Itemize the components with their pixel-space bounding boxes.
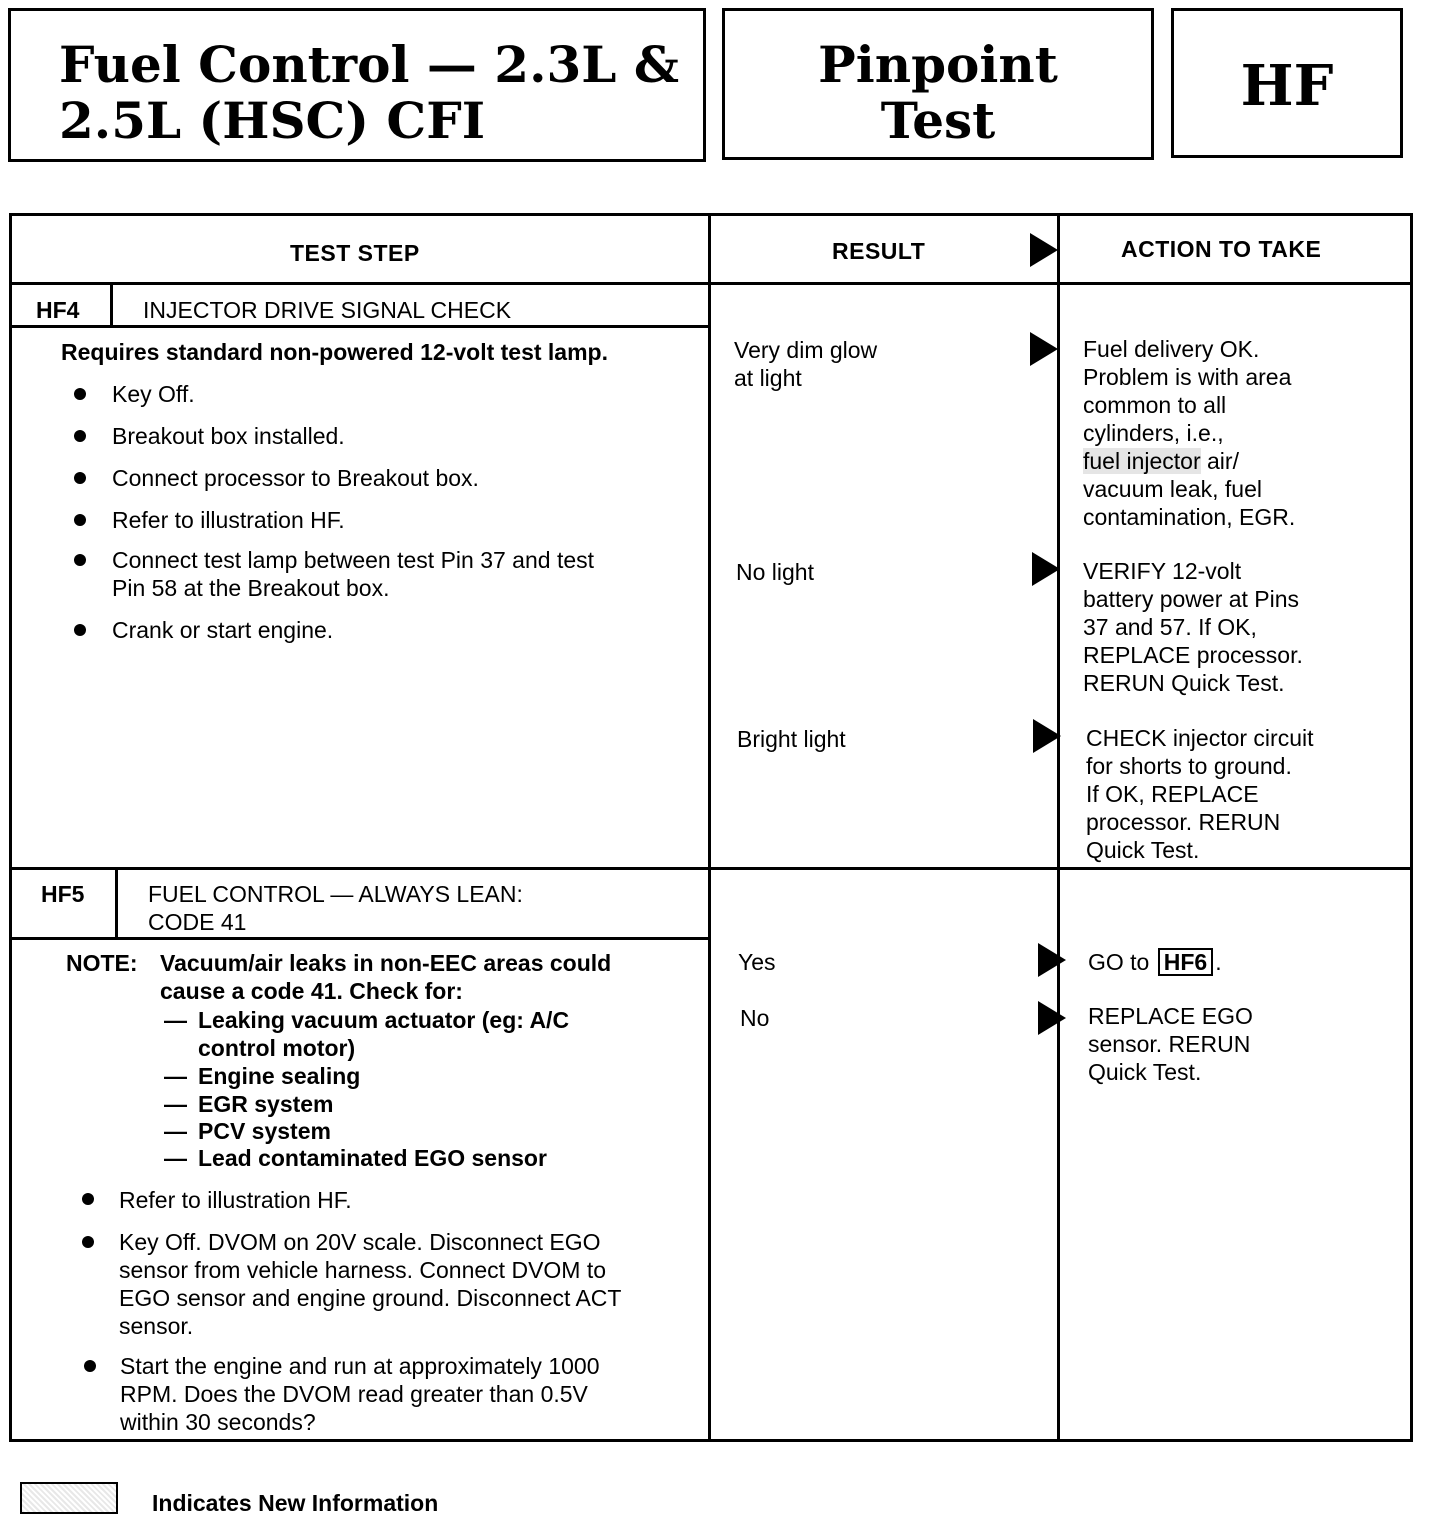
result-header: RESULT [832,238,926,264]
step-title-divider [12,937,708,940]
result-arrow-icon [1038,943,1066,977]
result-text: Bright light [737,726,846,752]
step-title-hf5: FUEL CONTROL — ALWAYS LEAN: CODE 41 [148,881,523,935]
result-arrow-icon [1038,1001,1066,1035]
result-text: Yes [738,949,776,975]
bullet-icon [84,1360,96,1372]
new-info-highlight: fuel injector [1083,448,1201,474]
action-text: CHECK injector circuit for shorts to ground. If OK, REPLACE processor. RERUN Quick Test. [1086,725,1314,863]
step-item: Refer to illustration HF. [119,1187,352,1213]
note-label: NOTE: [66,950,138,976]
step-item: Start the engine and run at approximately 1000 RPM. Does the DVOM read greater than 0.5V within 30 seconds? [120,1353,600,1435]
bullet-icon [74,554,86,566]
step-divider [12,867,1410,870]
step-item: Key Off. DVOM on 20V scale. Disconnect EGO sensor from vehicle harness. Connect DVOM to EGO sensor and engine ground. Disconnect ACT sensor. [119,1229,622,1339]
step-id-divider [115,867,118,939]
check-item: Lead contaminated EGO sensor [198,1145,547,1171]
dash-icon: — [164,1118,187,1144]
step-id-hf4: HF4 [36,297,80,323]
action-text: VERIFY 12-volt battery power at Pins 37 and 57. If OK, REPLACE processor. RERUN Quick Test. [1083,558,1303,696]
step-item: Connect processor to Breakout box. [112,465,479,491]
bullet-icon [74,514,86,526]
action-text: GO to HF6 . [1088,949,1222,975]
test-step-header: TEST STEP [290,240,420,266]
test-type-label: Pinpoint Test [818,35,1058,150]
column-divider [1057,216,1060,1439]
result-arrow-icon [1032,552,1060,586]
bullet-icon [82,1236,94,1248]
step-id-hf5: HF5 [41,881,85,907]
step-item: Refer to illustration HF. [112,507,345,533]
result-arrow-icon [1030,233,1058,267]
document-title: Fuel Control — 2.3L & 2.5L (HSC) CFI [59,35,679,150]
result-text: No [740,1005,770,1031]
check-item: Engine sealing [198,1063,361,1089]
bullet-icon [74,624,86,636]
bullet-icon [74,472,86,484]
test-code-box [1171,8,1403,158]
result-text: Very dim glow at light [734,337,878,391]
header-divider [12,282,1410,285]
bullet-icon [82,1193,94,1205]
step-title-divider [12,325,708,328]
step-title-hf4: INJECTOR DRIVE SIGNAL CHECK [143,297,512,323]
step-id-divider [110,282,113,327]
check-item: PCV system [198,1118,331,1144]
bullet-icon [74,388,86,400]
result-arrow-icon [1033,719,1061,753]
result-arrow-icon [1030,332,1058,366]
step-item: Crank or start engine. [112,617,334,643]
step-reference[interactable]: HF6 [1158,948,1213,976]
dash-icon: — [164,1091,187,1117]
legend-text: Indicates New Information [152,1490,439,1516]
bullet-icon [74,430,86,442]
step-item: Key Off. [112,381,195,407]
title-box [8,8,706,162]
action-header: ACTION TO TAKE [1121,236,1322,262]
new-info-swatch [20,1482,118,1514]
test-type-box [722,8,1154,160]
requirement-text: Requires standard non-powered 12-volt test lamp. [61,339,608,365]
column-divider [708,216,711,1439]
pinpoint-test-table [9,213,1413,1442]
action-text: REPLACE EGO sensor. RERUN Quick Test. [1088,1003,1253,1085]
check-item: Leaking vacuum actuator (eg: A/C control motor) [198,1007,570,1061]
check-item: EGR system [198,1091,334,1117]
step-item: Connect test lamp between test Pin 37 and test Pin 58 at the Breakout box. [112,547,595,601]
dash-icon: — [164,1063,187,1089]
test-code: HF [1240,53,1334,119]
note-text: Vacuum/air leaks in non-EEC areas could cause a code 41. Check for: [160,950,612,1004]
step-item: Breakout box installed. [112,423,345,449]
dash-icon: — [164,1145,187,1171]
result-text: No light [736,559,814,585]
dash-icon: — [164,1007,187,1033]
action-text: Fuel delivery OK. Problem is with area common to all cylinders, i.e., fuel injector air/ vacuum leak, fuel contamination, EGR. [1083,336,1296,530]
